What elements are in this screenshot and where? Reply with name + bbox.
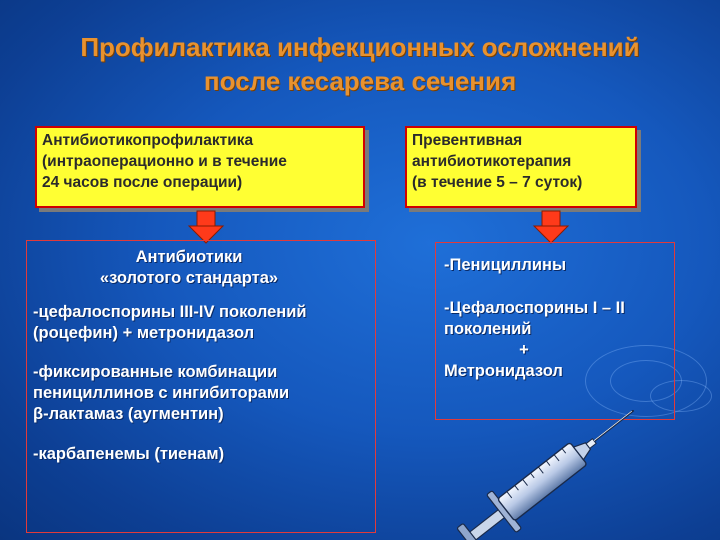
left-header-line2: (интраоперационно и в течение xyxy=(42,153,287,170)
slide-title xyxy=(0,30,720,98)
left-heading-line2: «золотого стандарта» xyxy=(99,269,279,287)
left-item2-line1: -фиксированные комбинации xyxy=(33,363,278,381)
right-header-line1: Превентивная xyxy=(412,132,523,149)
syringe-icon xyxy=(455,410,640,540)
left-header-line3: 24 часов после операции) xyxy=(42,174,243,191)
left-heading-line1: Антибиотики xyxy=(135,248,243,266)
left-header-line1: Антибиотикопрофилактика xyxy=(42,132,254,149)
left-item1-line1: -цефалоспорины III-IV поколений xyxy=(33,303,307,321)
right-header-box xyxy=(405,126,637,208)
left-item2-line2: пенициллинов с ингибиторами xyxy=(33,384,290,402)
left-item3-line1: -карбапенемы (тиенам) xyxy=(33,445,225,463)
right-content-box xyxy=(435,242,675,420)
right-header-line3: (в течение 5 – 7 суток) xyxy=(412,174,583,191)
left-item1-line2: (роцефин) + метронидазол xyxy=(33,324,255,342)
left-item2-line3: β-лактамаз (аугментин) xyxy=(33,405,224,423)
right-plus: + xyxy=(519,341,529,359)
right-header-line2: антибиотикотерапия xyxy=(412,153,572,170)
right-item2-line1: -Цефалоспорины I – II xyxy=(444,299,625,317)
down-arrow-icon xyxy=(186,210,226,244)
left-header-box xyxy=(35,126,365,208)
right-item1: -Пенициллины xyxy=(444,256,567,274)
slide-title-line2: после кесарева сечения xyxy=(203,66,517,96)
down-arrow-icon xyxy=(531,210,571,244)
left-content-box xyxy=(26,240,376,533)
right-item2-line2: поколений xyxy=(444,320,532,338)
slide-title-line1: Профилактика инфекционных осложнений xyxy=(80,32,640,62)
right-item3: Метронидазол xyxy=(444,362,563,380)
